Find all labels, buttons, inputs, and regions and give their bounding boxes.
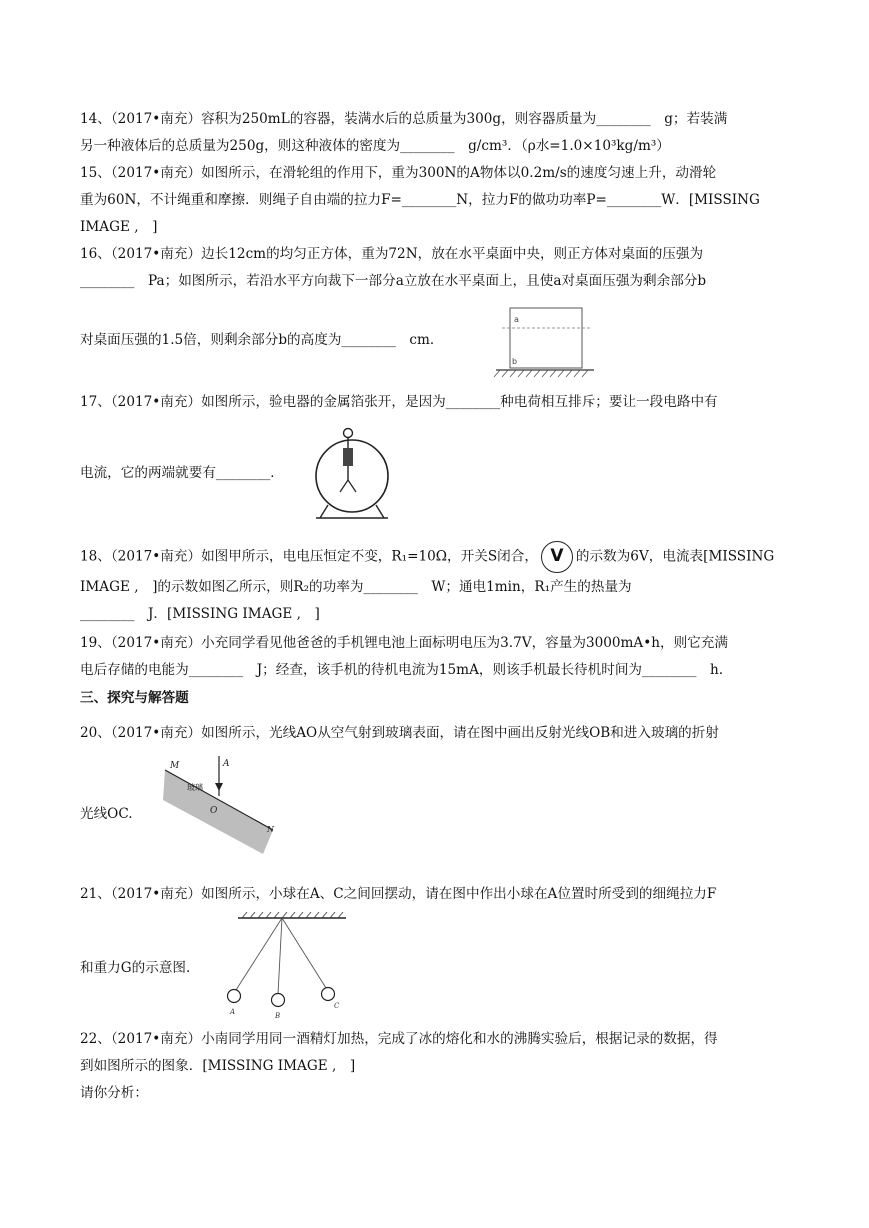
q20-line2: 光线OC. — [80, 806, 133, 822]
q18-line3: ________ J．[MISSING IMAGE , ] — [80, 606, 320, 622]
q20-line1: 20、（2017•南充）如图所示，光线AO从空气射到玻璃表面，请在图中画出反射光线OB和进入玻璃的折射 — [80, 725, 719, 741]
q16-line3: 对桌面压强的1.5倍，则剩余部分b的高度为________ cm． — [80, 332, 444, 348]
q18-line1-end: 的示数为6V，电流表[MISSING — [575, 548, 775, 565]
q22-line3: 请你分析： — [80, 1085, 148, 1101]
q19-line1: 19、（2017•南充）小充同学看见他爸爸的手机锂电池上面标明电压为3.7V，容量为3000mA•h，则它充满 — [80, 635, 728, 651]
voltmeter-icon: V — [541, 541, 573, 573]
section-heading: 三、探究与解答题 — [80, 690, 189, 706]
label-C: C — [334, 1002, 340, 1010]
label-glass: 玻璃 — [187, 783, 203, 792]
q22-line1: 22、（2017•南充）小南同学用同一酒精灯加热，完成了冰的熔化和水的沸腾实验后，根据记录的数据，得 — [80, 1031, 718, 1047]
q19-line2: 电后存储的电能为________ J；经查，该手机的待机电流为15mA，则该手机最长待机时间为________ h. — [80, 662, 724, 678]
q17-line2: 电流，它的两端就要有________． — [80, 465, 284, 481]
pendulum-figure — [222, 912, 352, 1022]
q16-line2: ________ Pa；如图所示，若沿水平方向裁下一部分a立放在水平桌面上，且使a对桌面压强为剩余部分b — [80, 273, 707, 289]
q14-line2: 另一种液体后的总质量为250g，则这种液体的密度为________ g/cm³．（ρ水=1.0×10³kg/m³） — [80, 138, 670, 154]
q15-line3: IMAGE , ] — [80, 219, 158, 235]
q17-line1: 17、（2017•南充）如图所示，验电器的金属箔张开，是因为________种电荷相互排斥；要让一段电路中有 — [80, 394, 718, 410]
q21-line2: 和重力G的示意图. — [80, 960, 191, 976]
q14-line1: 14、（2017•南充）容积为250mL的容器，装满水后的总质量为300g，则容器质量为________ g；若装满 — [80, 111, 728, 127]
q16-line1: 16、（2017•南充）边长12cm的均匀正方体，重为72N，放在水平桌面中央，则正方体对桌面的压强为 — [80, 246, 704, 262]
refraction-figure — [163, 756, 283, 858]
label-N: N — [267, 825, 274, 834]
q15-line2: 重为60N，不计绳重和摩擦．则绳子自由端的拉力F=________N，拉力F的做功功率P=________W．[MISSING — [80, 192, 760, 208]
q18-line1 — [80, 541, 774, 573]
label-A: A — [230, 1008, 236, 1016]
q21-line1: 21、（2017•南充）如图所示，小球在A、C之间回摆动，请在图中作出小球在A位置时所受到的细绳拉力F — [80, 886, 717, 902]
q18-line2: IMAGE , ]的示数如图乙所示，则R₂的功率为________ W；通电1min，R₁产生的热量为 — [80, 579, 632, 595]
label-M: M — [170, 761, 180, 771]
label-A: A — [223, 759, 230, 769]
cube-label-b: b — [512, 357, 518, 366]
cube-figure — [492, 298, 596, 380]
label-O: O — [210, 806, 218, 816]
label-B: B — [275, 1012, 281, 1020]
electroscope-figure — [306, 426, 398, 522]
q18-line1-start: 18、（2017•南充）如图甲所示，电电压恒定不变，R₁=10Ω，开关S闭合， — [80, 548, 538, 565]
cube-label-a: a — [514, 315, 519, 324]
q22-line2: 到如图所示的图象．[MISSING IMAGE , ] — [80, 1058, 356, 1074]
q15-line1: 15、（2017•南充）如图所示，在滑轮组的作用下，重为300N的A物体以0.2m/s的速度匀速上升，动滑轮 — [80, 165, 717, 181]
